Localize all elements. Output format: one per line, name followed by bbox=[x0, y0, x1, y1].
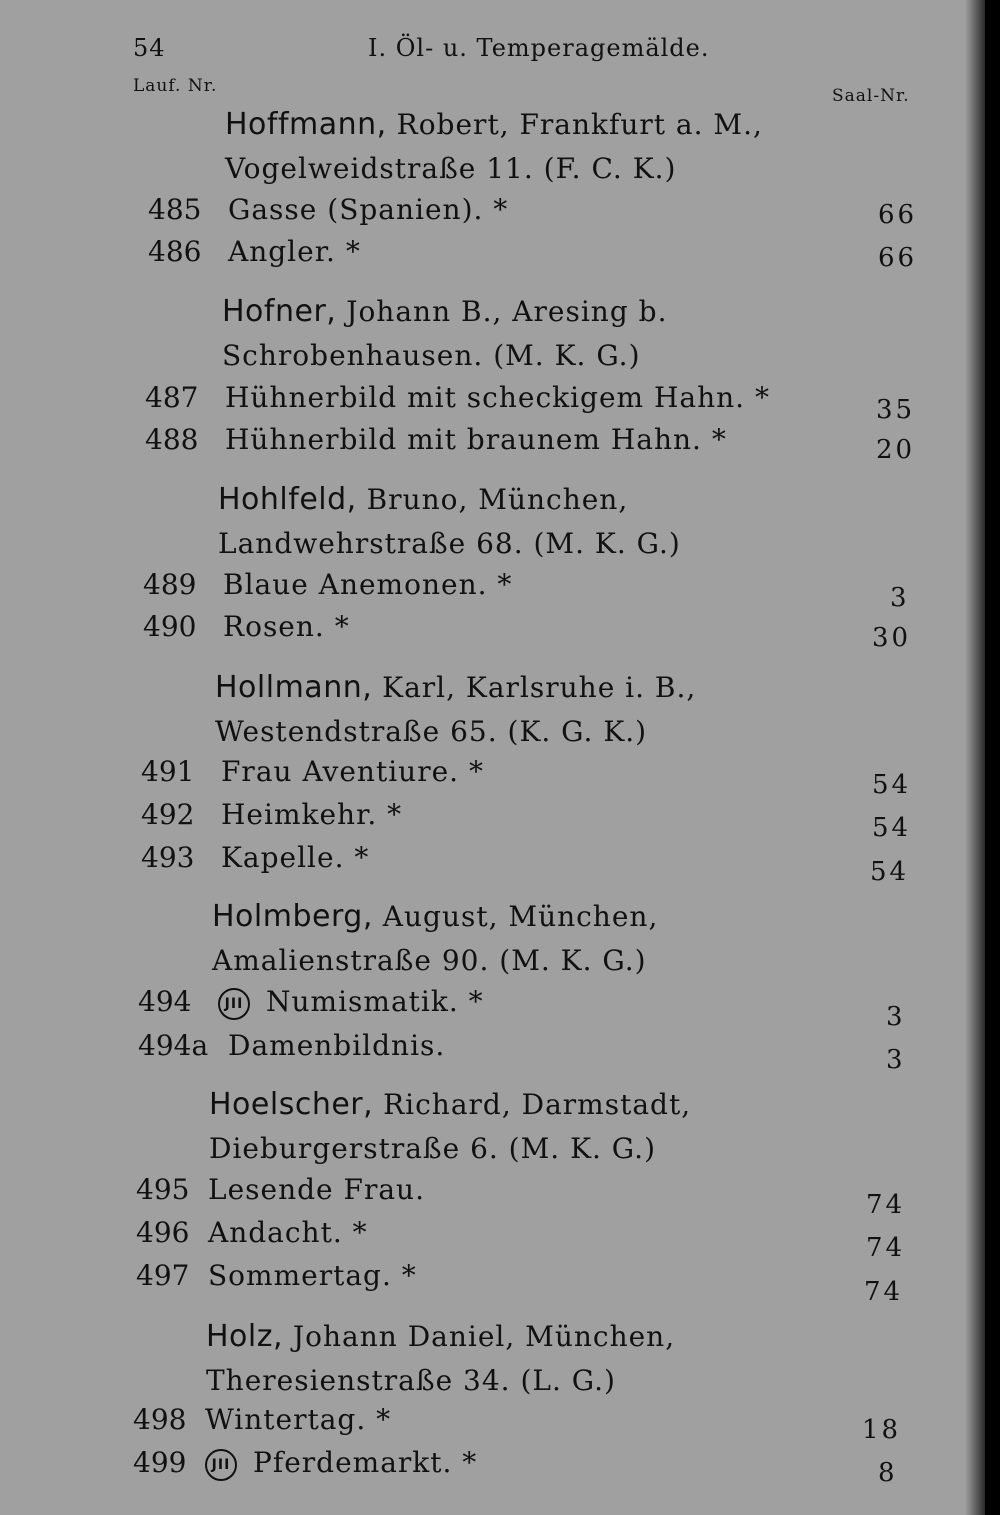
entry-saal: 66 bbox=[878, 200, 918, 230]
artist-name: Hollmann, bbox=[215, 670, 373, 705]
entry-saal: 54 bbox=[872, 770, 912, 800]
entry-number: 491 bbox=[141, 755, 195, 788]
entry-title: Rosen. * bbox=[223, 610, 350, 643]
entry-saal: 3 bbox=[886, 1002, 906, 1032]
entry-title: Kapelle. * bbox=[221, 841, 370, 874]
entry-number: 492 bbox=[141, 798, 195, 831]
entry-number: 495 bbox=[136, 1173, 190, 1206]
artist-name: Holz, bbox=[206, 1319, 284, 1354]
entry-title: Lesende Frau. bbox=[208, 1173, 425, 1206]
entry-saal: 74 bbox=[866, 1190, 906, 1220]
artist-heading bbox=[215, 666, 875, 754]
artist-heading bbox=[222, 290, 882, 378]
section-title: I. Öl- u. Temperagemälde. bbox=[368, 34, 710, 62]
artist-heading bbox=[212, 895, 872, 983]
entry-saal: 74 bbox=[864, 1277, 904, 1307]
artist-address: Bruno, München, Landwehrstraße 68. (M. K. G.) bbox=[218, 483, 681, 560]
artist-address: Johann B., Aresing b. Schrobenhausen. (M. K. G.) bbox=[222, 295, 668, 372]
entry-saal: 35 bbox=[876, 395, 916, 425]
entry-title: Hühnerbild mit braunem Hahn. * bbox=[225, 423, 727, 456]
artist-name: Hohlfeld, bbox=[218, 482, 357, 517]
entry-saal: 74 bbox=[866, 1233, 906, 1263]
entry-number: 493 bbox=[141, 841, 195, 874]
entry-number: 488 bbox=[145, 423, 199, 456]
column-header-saal: Saal-Nr. bbox=[832, 86, 910, 106]
entry-number: 486 bbox=[148, 235, 202, 268]
entry-title: Hühnerbild mit scheckigem Hahn. * bbox=[225, 381, 770, 414]
entry-title: Pferdemarkt. * bbox=[253, 1446, 478, 1479]
entry-title-wrap bbox=[205, 1443, 477, 1483]
entry-number: 499 bbox=[133, 1446, 187, 1479]
column-header-lauf: Lauf. Nr. bbox=[133, 76, 218, 96]
entry-saal: 3 bbox=[890, 583, 910, 613]
entry-title: Numismatik. * bbox=[266, 985, 484, 1018]
entry-title: Blaue Anemonen. * bbox=[223, 568, 513, 601]
entry-saal: 18 bbox=[862, 1415, 902, 1445]
monogram-icon: JII bbox=[218, 988, 250, 1020]
entry-number: 496 bbox=[136, 1216, 190, 1249]
artist-address: August, München, Amalienstraße 90. (M. K. G.) bbox=[212, 900, 659, 977]
entry-saal: 30 bbox=[872, 623, 912, 653]
page-number: 54 bbox=[133, 34, 166, 62]
entry-saal: 20 bbox=[876, 435, 916, 465]
artist-heading bbox=[206, 1315, 866, 1403]
artist-name: Hofner, bbox=[222, 294, 337, 329]
entry-number: 497 bbox=[136, 1259, 190, 1292]
artist-name: Holmberg, bbox=[212, 899, 373, 934]
artist-heading bbox=[225, 103, 885, 191]
artist-heading bbox=[218, 478, 878, 566]
entry-title: Frau Aventiure. * bbox=[221, 755, 484, 788]
entry-title: Damenbildnis. bbox=[228, 1029, 446, 1062]
monogram-icon: JII bbox=[205, 1449, 237, 1481]
artist-address: Karl, Karlsruhe i. B., Westendstraße 65. (K. G. K.) bbox=[215, 671, 697, 748]
entry-saal: 66 bbox=[878, 243, 918, 273]
artist-heading bbox=[209, 1083, 869, 1171]
artist-address: Richard, Darmstadt, Dieburgerstraße 6. (M. K. G.) bbox=[209, 1088, 692, 1165]
entry-saal: 3 bbox=[886, 1045, 906, 1075]
entry-title-wrap bbox=[218, 982, 484, 1022]
artist-address: Robert, Frankfurt a. M., Vogelweidstraße 11. (F. C. K.) bbox=[225, 108, 763, 185]
artist-name: Hoffmann, bbox=[225, 107, 387, 142]
entry-number: 494 bbox=[138, 985, 192, 1018]
entry-title: Andacht. * bbox=[208, 1216, 368, 1249]
entry-title: Sommertag. * bbox=[208, 1259, 417, 1292]
entry-number: 485 bbox=[148, 193, 202, 226]
entry-number: 498 bbox=[133, 1403, 187, 1436]
entry-number: 494a bbox=[138, 1029, 209, 1062]
artist-name: Hoelscher, bbox=[209, 1087, 374, 1122]
entry-number: 487 bbox=[145, 381, 199, 414]
entry-title: Heimkehr. * bbox=[221, 798, 403, 831]
artist-address: Johann Daniel, München, Theresienstraße 34. (L. G.) bbox=[206, 1320, 676, 1397]
entry-title: Wintertag. * bbox=[205, 1403, 392, 1436]
entry-number: 489 bbox=[143, 568, 197, 601]
entry-number: 490 bbox=[143, 610, 197, 643]
entry-saal: 54 bbox=[872, 813, 912, 843]
entry-saal: 8 bbox=[878, 1458, 898, 1488]
entry-title: Angler. * bbox=[228, 235, 361, 268]
entry-title: Gasse (Spanien). * bbox=[228, 193, 509, 226]
entry-saal: 54 bbox=[870, 857, 910, 887]
